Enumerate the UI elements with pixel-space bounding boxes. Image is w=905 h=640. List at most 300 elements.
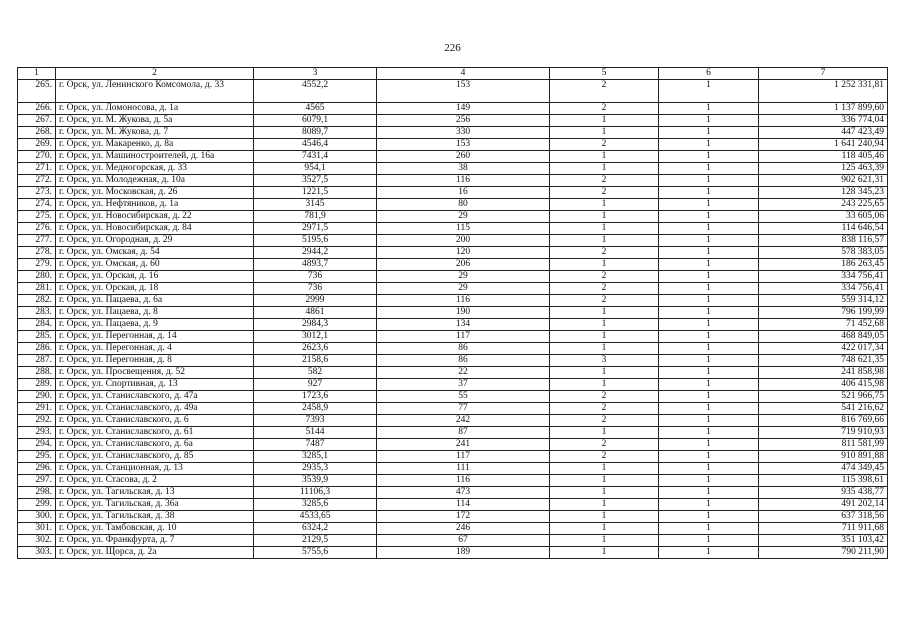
col-5-value: 1 xyxy=(550,223,659,235)
cost: 351 103,42 xyxy=(759,535,888,547)
row-number: 282. xyxy=(18,295,56,307)
cost: 910 891,88 xyxy=(759,451,888,463)
address: г. Орск, ул. Нефтяников, д. 1а xyxy=(56,199,254,211)
row-number: 297. xyxy=(18,475,56,487)
col-6-value: 1 xyxy=(659,499,759,511)
address: г. Орск, ул. Пацаева, д. 9 xyxy=(56,319,254,331)
cost: 406 415,98 xyxy=(759,379,888,391)
table-row xyxy=(18,199,888,211)
area: 927 xyxy=(254,379,377,391)
row-number: 292. xyxy=(18,415,56,427)
address: г. Орск, ул. Ломоносова, д. 1а xyxy=(56,103,254,115)
cost: 838 116,57 xyxy=(759,235,888,247)
area: 2129,5 xyxy=(254,535,377,547)
row-number: 270. xyxy=(18,151,56,163)
address: г. Орск, ул. Орская, д. 18 xyxy=(56,283,254,295)
col-6-value: 1 xyxy=(659,223,759,235)
area: 1723,6 xyxy=(254,391,377,403)
col-6-value: 1 xyxy=(659,235,759,247)
area: 2623,6 xyxy=(254,343,377,355)
address: г. Орск, ул. Омская, д. 54 xyxy=(56,247,254,259)
col-4-value: 241 xyxy=(377,439,550,451)
table-row xyxy=(18,415,888,427)
col-4-value: 115 xyxy=(377,223,550,235)
col-5-value: 2 xyxy=(550,295,659,307)
col-4-value: 117 xyxy=(377,451,550,463)
col-4-value: 67 xyxy=(377,535,550,547)
col-6-value: 1 xyxy=(659,115,759,127)
col-5-value: 2 xyxy=(550,271,659,283)
table-row xyxy=(18,475,888,487)
row-number: 295. xyxy=(18,451,56,463)
row-number: 302. xyxy=(18,535,56,547)
area: 2984,3 xyxy=(254,319,377,331)
table-row xyxy=(18,343,888,355)
address: г. Орск, ул. Пацаева, д. 6а xyxy=(56,295,254,307)
col-5-value: 2 xyxy=(550,139,659,151)
address: г. Орск, ул. Станиславского, д. 49а xyxy=(56,403,254,415)
row-number: 299. xyxy=(18,499,56,511)
table-row xyxy=(18,511,888,523)
col-5-value: 1 xyxy=(550,151,659,163)
table-row xyxy=(18,235,888,247)
col-6-value: 1 xyxy=(659,163,759,175)
row-number: 267. xyxy=(18,115,56,127)
row-number: 300. xyxy=(18,511,56,523)
address: г. Орск, ул. Станиславского, д. 47а xyxy=(56,391,254,403)
address: г. Орск, ул. Перегонная, д. 14 xyxy=(56,331,254,343)
col-4-value: 189 xyxy=(377,547,550,559)
col-4-value: 29 xyxy=(377,211,550,223)
table-row xyxy=(18,80,888,103)
col-5-value: 2 xyxy=(550,451,659,463)
table-row xyxy=(18,355,888,367)
col-5-value: 2 xyxy=(550,80,659,103)
col-5-value: 1 xyxy=(550,427,659,439)
area: 4546,4 xyxy=(254,139,377,151)
col-6-value: 1 xyxy=(659,379,759,391)
col-5-value: 2 xyxy=(550,415,659,427)
address: г. Орск, ул. Омская, д. 60 xyxy=(56,259,254,271)
area: 582 xyxy=(254,367,377,379)
area: 5755,6 xyxy=(254,547,377,559)
cost: 447 423,49 xyxy=(759,127,888,139)
area: 954,1 xyxy=(254,163,377,175)
col-5-value: 2 xyxy=(550,403,659,415)
area: 7431,4 xyxy=(254,151,377,163)
cost: 796 199,99 xyxy=(759,307,888,319)
cost: 541 216,62 xyxy=(759,403,888,415)
col-6-value: 1 xyxy=(659,211,759,223)
row-number: 280. xyxy=(18,271,56,283)
col-4-value: 200 xyxy=(377,235,550,247)
row-number: 294. xyxy=(18,439,56,451)
table-row xyxy=(18,247,888,259)
row-number: 269. xyxy=(18,139,56,151)
row-number: 283. xyxy=(18,307,56,319)
cost: 711 911,68 xyxy=(759,523,888,535)
column-header-3: 3 xyxy=(254,68,377,80)
table-row xyxy=(18,259,888,271)
col-5-value: 1 xyxy=(550,211,659,223)
table-row xyxy=(18,295,888,307)
col-6-value: 1 xyxy=(659,319,759,331)
row-number: 296. xyxy=(18,463,56,475)
address: г. Орск, ул. Станиславского, д. 6 xyxy=(56,415,254,427)
table-row xyxy=(18,271,888,283)
col-6-value: 1 xyxy=(659,187,759,199)
col-4-value: 242 xyxy=(377,415,550,427)
row-number: 293. xyxy=(18,427,56,439)
col-6-value: 1 xyxy=(659,523,759,535)
col-6-value: 1 xyxy=(659,283,759,295)
col-6-value: 1 xyxy=(659,451,759,463)
address: г. Орск, ул. Машиностроителей, д. 16а xyxy=(56,151,254,163)
col-6-value: 1 xyxy=(659,247,759,259)
col-5-value: 3 xyxy=(550,355,659,367)
cost: 637 318,56 xyxy=(759,511,888,523)
cost: 559 314,12 xyxy=(759,295,888,307)
col-5-value: 2 xyxy=(550,439,659,451)
col-6-value: 1 xyxy=(659,367,759,379)
col-5-value: 1 xyxy=(550,199,659,211)
col-5-value: 1 xyxy=(550,115,659,127)
row-number: 277. xyxy=(18,235,56,247)
area: 2935,3 xyxy=(254,463,377,475)
col-5-value: 2 xyxy=(550,187,659,199)
col-4-value: 260 xyxy=(377,151,550,163)
table-row xyxy=(18,499,888,511)
col-6-value: 1 xyxy=(659,343,759,355)
col-5-value: 1 xyxy=(550,511,659,523)
col-6-value: 1 xyxy=(659,511,759,523)
col-4-value: 37 xyxy=(377,379,550,391)
col-4-value: 153 xyxy=(377,139,550,151)
address: г. Орск, ул. Тагильская, д. 38 xyxy=(56,511,254,523)
col-4-value: 55 xyxy=(377,391,550,403)
area: 3285,6 xyxy=(254,499,377,511)
area: 2944,2 xyxy=(254,247,377,259)
column-header-4: 4 xyxy=(377,68,550,80)
col-4-value: 116 xyxy=(377,175,550,187)
col-4-value: 29 xyxy=(377,283,550,295)
area: 2158,6 xyxy=(254,355,377,367)
area: 4893,7 xyxy=(254,259,377,271)
cost: 1 252 331,81 xyxy=(759,80,888,103)
table-row xyxy=(18,127,888,139)
address: г. Орск, ул. Огородная, д. 29 xyxy=(56,235,254,247)
address: г. Орск, ул. Стасова, д. 2 xyxy=(56,475,254,487)
col-5-value: 2 xyxy=(550,175,659,187)
cost: 243 225,65 xyxy=(759,199,888,211)
col-6-value: 1 xyxy=(659,487,759,499)
area: 3527,5 xyxy=(254,175,377,187)
address: г. Орск, ул. Тамбовская, д. 10 xyxy=(56,523,254,535)
table-row xyxy=(18,175,888,187)
col-5-value: 1 xyxy=(550,487,659,499)
row-number: 275. xyxy=(18,211,56,223)
table-row xyxy=(18,223,888,235)
cost: 118 405,46 xyxy=(759,151,888,163)
col-6-value: 1 xyxy=(659,415,759,427)
col-6-value: 1 xyxy=(659,271,759,283)
row-number: 290. xyxy=(18,391,56,403)
area: 1221,5 xyxy=(254,187,377,199)
header-row xyxy=(18,68,888,80)
table-row xyxy=(18,391,888,403)
col-6-value: 1 xyxy=(659,391,759,403)
area: 5195,6 xyxy=(254,235,377,247)
area: 3145 xyxy=(254,199,377,211)
area: 2971,5 xyxy=(254,223,377,235)
col-4-value: 87 xyxy=(377,427,550,439)
row-number: 298. xyxy=(18,487,56,499)
table-row xyxy=(18,427,888,439)
table-row xyxy=(18,379,888,391)
address: г. Орск, ул. Перегонная, д. 8 xyxy=(56,355,254,367)
col-5-value: 1 xyxy=(550,367,659,379)
col-5-value: 1 xyxy=(550,475,659,487)
col-4-value: 246 xyxy=(377,523,550,535)
col-6-value: 1 xyxy=(659,463,759,475)
col-6-value: 1 xyxy=(659,103,759,115)
area: 6324,2 xyxy=(254,523,377,535)
row-number: 288. xyxy=(18,367,56,379)
table-row xyxy=(18,487,888,499)
row-number: 281. xyxy=(18,283,56,295)
col-5-value: 1 xyxy=(550,127,659,139)
address: г. Орск, ул. Спортивная, д. 13 xyxy=(56,379,254,391)
col-4-value: 77 xyxy=(377,403,550,415)
row-number: 266. xyxy=(18,103,56,115)
col-4-value: 172 xyxy=(377,511,550,523)
area: 4861 xyxy=(254,307,377,319)
cost: 790 211,90 xyxy=(759,547,888,559)
address: г. Орск, ул. Станиславского, д. 6а xyxy=(56,439,254,451)
col-4-value: 86 xyxy=(377,355,550,367)
col-4-value: 111 xyxy=(377,463,550,475)
cost: 1 641 240,94 xyxy=(759,139,888,151)
cost: 125 463,39 xyxy=(759,163,888,175)
col-5-value: 1 xyxy=(550,379,659,391)
col-6-value: 1 xyxy=(659,127,759,139)
col-5-value: 1 xyxy=(550,343,659,355)
area: 3539,9 xyxy=(254,475,377,487)
page-number: 226 xyxy=(444,42,461,54)
area: 6079,1 xyxy=(254,115,377,127)
row-number: 303. xyxy=(18,547,56,559)
col-5-value: 1 xyxy=(550,163,659,175)
col-5-value: 1 xyxy=(550,307,659,319)
table-row xyxy=(18,403,888,415)
column-header-5: 5 xyxy=(550,68,659,80)
row-number: 286. xyxy=(18,343,56,355)
col-6-value: 1 xyxy=(659,199,759,211)
col-6-value: 1 xyxy=(659,403,759,415)
table-row xyxy=(18,535,888,547)
col-6-value: 1 xyxy=(659,295,759,307)
col-6-value: 1 xyxy=(659,535,759,547)
col-4-value: 86 xyxy=(377,343,550,355)
row-number: 276. xyxy=(18,223,56,235)
address: г. Орск, ул. Франкфурта, д. 7 xyxy=(56,535,254,547)
col-5-value: 2 xyxy=(550,103,659,115)
col-4-value: 114 xyxy=(377,499,550,511)
table-row xyxy=(18,139,888,151)
area: 3012,1 xyxy=(254,331,377,343)
address: г. Орск, ул. Станиславского, д. 85 xyxy=(56,451,254,463)
address: г. Орск, ул. М. Жукова, д. 5а xyxy=(56,115,254,127)
area: 7393 xyxy=(254,415,377,427)
address: г. Орск, ул. Перегонная, д. 4 xyxy=(56,343,254,355)
address: г. Орск, ул. Ленинского Комсомола, д. 33 xyxy=(56,80,254,103)
row-number: 265. xyxy=(18,80,56,103)
col-4-value: 330 xyxy=(377,127,550,139)
address: г. Орск, ул. Новосибирская, д. 22 xyxy=(56,211,254,223)
cost: 748 621,35 xyxy=(759,355,888,367)
row-number: 289. xyxy=(18,379,56,391)
cost: 334 756,41 xyxy=(759,271,888,283)
address: г. Орск, ул. Медногорская, д. 33 xyxy=(56,163,254,175)
col-6-value: 1 xyxy=(659,439,759,451)
table-row xyxy=(18,331,888,343)
col-4-value: 473 xyxy=(377,487,550,499)
address: г. Орск, ул. Тагильская, д. 13 xyxy=(56,487,254,499)
address: г. Орск, ул. Просвещения, д. 52 xyxy=(56,367,254,379)
col-6-value: 1 xyxy=(659,307,759,319)
row-number: 272. xyxy=(18,175,56,187)
address: г. Орск, ул. М. Жукова, д. 7 xyxy=(56,127,254,139)
table-row xyxy=(18,163,888,175)
row-number: 287. xyxy=(18,355,56,367)
area: 2999 xyxy=(254,295,377,307)
col-4-value: 190 xyxy=(377,307,550,319)
cost: 115 398,61 xyxy=(759,475,888,487)
col-6-value: 1 xyxy=(659,139,759,151)
area: 8089,7 xyxy=(254,127,377,139)
col-6-value: 1 xyxy=(659,355,759,367)
col-6-value: 1 xyxy=(659,427,759,439)
column-header-1: 1 xyxy=(18,68,56,80)
col-4-value: 153 xyxy=(377,80,550,103)
row-number: 291. xyxy=(18,403,56,415)
col-5-value: 1 xyxy=(550,499,659,511)
column-header-6: 6 xyxy=(659,68,759,80)
cost: 33 605,06 xyxy=(759,211,888,223)
col-6-value: 1 xyxy=(659,151,759,163)
col-4-value: 16 xyxy=(377,187,550,199)
row-number: 301. xyxy=(18,523,56,535)
table-row xyxy=(18,547,888,559)
cost: 578 383,05 xyxy=(759,247,888,259)
col-4-value: 80 xyxy=(377,199,550,211)
address: г. Орск, ул. Тагильская, д. 36а xyxy=(56,499,254,511)
table-row xyxy=(18,367,888,379)
cost: 334 756,41 xyxy=(759,283,888,295)
cost: 719 910,93 xyxy=(759,427,888,439)
col-6-value: 1 xyxy=(659,547,759,559)
col-4-value: 116 xyxy=(377,475,550,487)
col-4-value: 117 xyxy=(377,331,550,343)
row-number: 279. xyxy=(18,259,56,271)
address: г. Орск, ул. Щорса, д. 2а xyxy=(56,547,254,559)
col-5-value: 2 xyxy=(550,391,659,403)
area: 3285,1 xyxy=(254,451,377,463)
col-5-value: 1 xyxy=(550,547,659,559)
col-6-value: 1 xyxy=(659,80,759,103)
col-5-value: 2 xyxy=(550,283,659,295)
cost: 128 345,23 xyxy=(759,187,888,199)
col-4-value: 116 xyxy=(377,295,550,307)
table-row xyxy=(18,115,888,127)
table-row xyxy=(18,211,888,223)
address: г. Орск, ул. Орская, д. 16 xyxy=(56,271,254,283)
table-row xyxy=(18,319,888,331)
col-4-value: 149 xyxy=(377,103,550,115)
row-number: 268. xyxy=(18,127,56,139)
address: г. Орск, ул. Станиславского, д. 61 xyxy=(56,427,254,439)
row-number: 285. xyxy=(18,331,56,343)
registry-table xyxy=(17,67,888,559)
address: г. Орск, ул. Московская, д. 26 xyxy=(56,187,254,199)
cost: 241 858,98 xyxy=(759,367,888,379)
cost: 491 202,14 xyxy=(759,499,888,511)
address: г. Орск, ул. Новосибирская, д. 84 xyxy=(56,223,254,235)
table-row xyxy=(18,439,888,451)
row-number: 273. xyxy=(18,187,56,199)
area: 7487 xyxy=(254,439,377,451)
col-5-value: 1 xyxy=(550,331,659,343)
cost: 114 646,54 xyxy=(759,223,888,235)
col-5-value: 1 xyxy=(550,463,659,475)
area: 2458,9 xyxy=(254,403,377,415)
area: 5144 xyxy=(254,427,377,439)
row-number: 271. xyxy=(18,163,56,175)
col-4-value: 29 xyxy=(377,271,550,283)
cost: 468 849,05 xyxy=(759,331,888,343)
col-5-value: 1 xyxy=(550,535,659,547)
cost: 1 137 899,60 xyxy=(759,103,888,115)
col-6-value: 1 xyxy=(659,259,759,271)
address: г. Орск, ул. Молодежная, д. 10а xyxy=(56,175,254,187)
table-row xyxy=(18,187,888,199)
col-4-value: 134 xyxy=(377,319,550,331)
table-row xyxy=(18,103,888,115)
col-6-value: 1 xyxy=(659,475,759,487)
col-6-value: 1 xyxy=(659,331,759,343)
col-4-value: 206 xyxy=(377,259,550,271)
cost: 521 966,75 xyxy=(759,391,888,403)
cost: 422 017,34 xyxy=(759,343,888,355)
cost: 811 581,99 xyxy=(759,439,888,451)
cost: 336 774,04 xyxy=(759,115,888,127)
col-4-value: 22 xyxy=(377,367,550,379)
address: г. Орск, ул. Макаренко, д. 8а xyxy=(56,139,254,151)
column-header-2: 2 xyxy=(56,68,254,80)
address: г. Орск, ул. Станционная, д. 13 xyxy=(56,463,254,475)
row-number: 278. xyxy=(18,247,56,259)
table-row xyxy=(18,283,888,295)
cost: 902 621,31 xyxy=(759,175,888,187)
table-row xyxy=(18,307,888,319)
area: 11106,3 xyxy=(254,487,377,499)
area: 4565 xyxy=(254,103,377,115)
col-6-value: 1 xyxy=(659,175,759,187)
col-5-value: 1 xyxy=(550,319,659,331)
area: 736 xyxy=(254,283,377,295)
cost: 816 769,66 xyxy=(759,415,888,427)
cost: 474 349,45 xyxy=(759,463,888,475)
